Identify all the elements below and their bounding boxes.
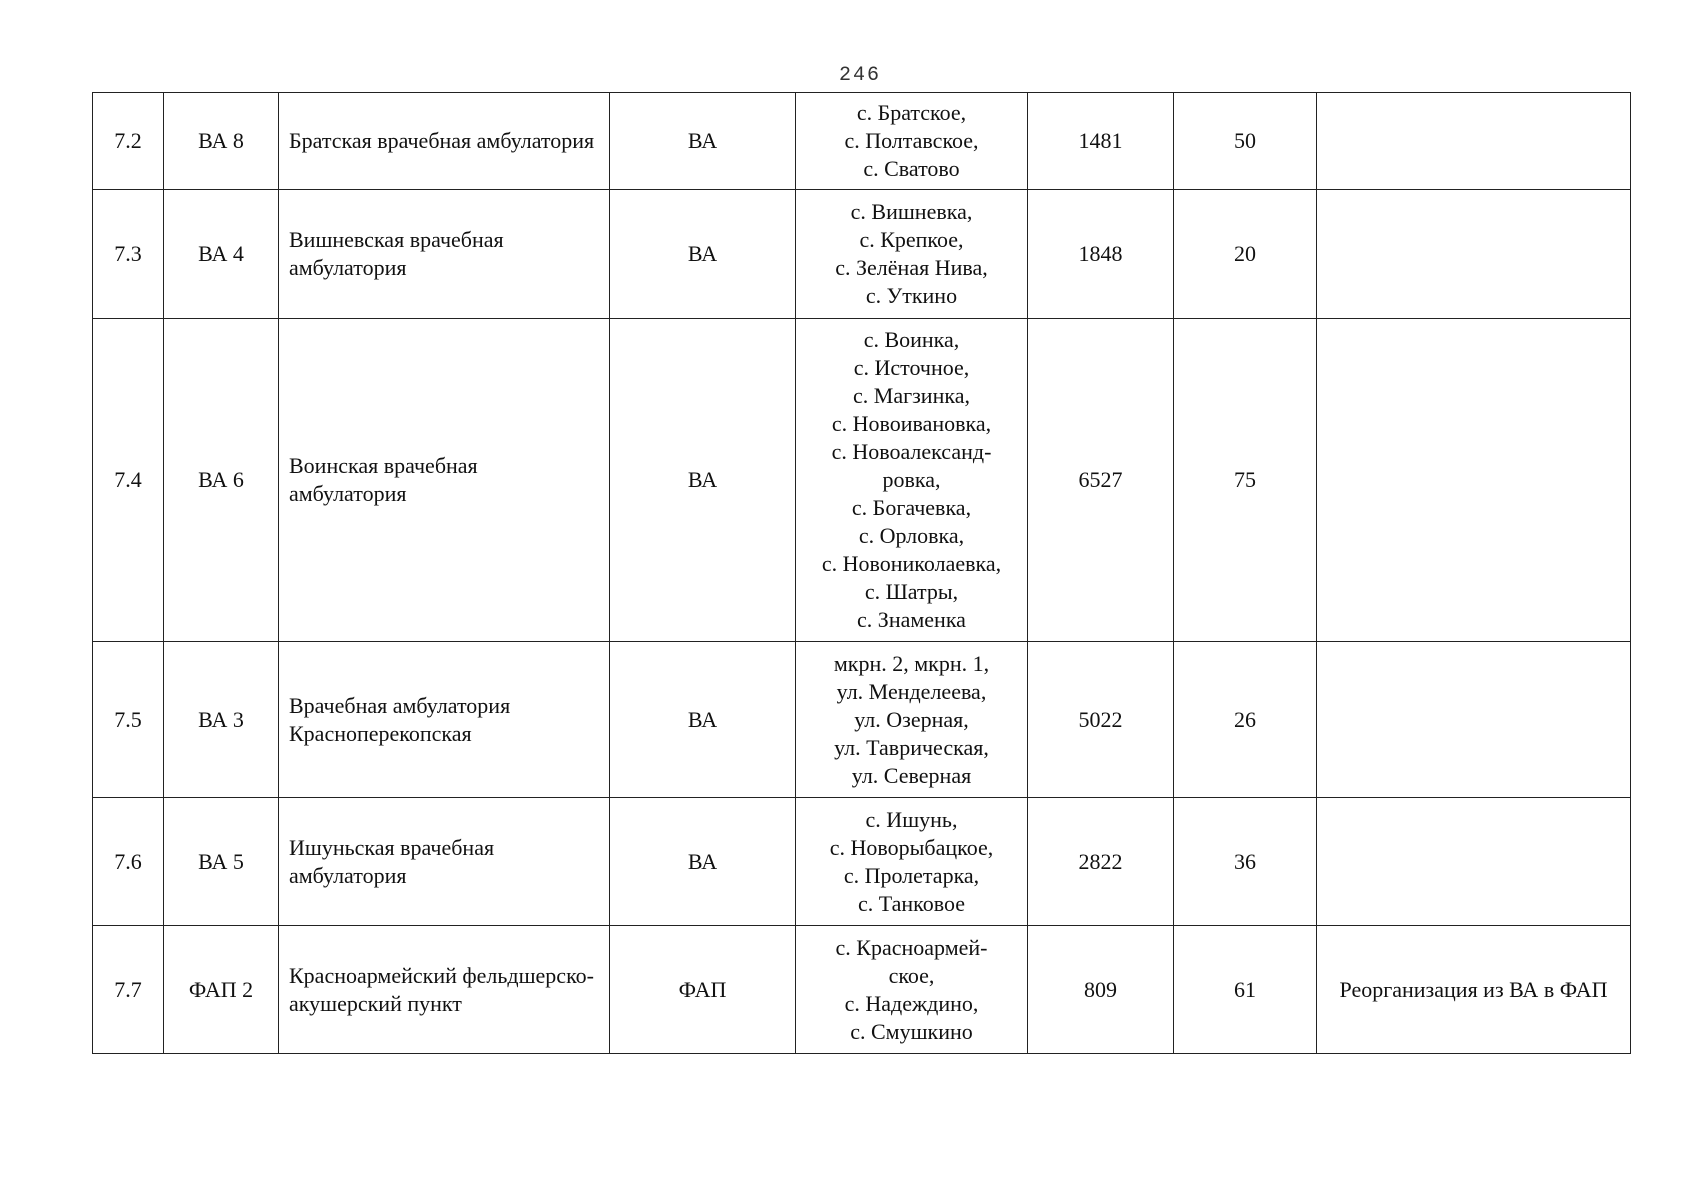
served-settlements: с. Братское, с. Полтавское, с. Сватово (796, 93, 1028, 190)
distance: 75 (1174, 319, 1317, 642)
facilities-table (92, 92, 1631, 1054)
note: Реорганизация из ВА в ФАП (1317, 926, 1631, 1054)
population: 1481 (1028, 93, 1174, 190)
row-number: 7.3 (93, 190, 164, 319)
facility-type: ВА (610, 190, 796, 319)
facility-code: ФАП 2 (164, 926, 279, 1054)
served-settlements: мкрн. 2, мкрн. 1, ул. Менделеева, ул. Озерная, ул. Таврическая, ул. Северная (796, 642, 1028, 798)
served-settlements: с. Ишунь, с. Новорыбацкое, с. Пролетарка, с. Танковое (796, 798, 1028, 926)
row-number: 7.6 (93, 798, 164, 926)
facility-code: ВА 4 (164, 190, 279, 319)
note (1317, 798, 1631, 926)
distance: 61 (1174, 926, 1317, 1054)
note (1317, 319, 1631, 642)
note (1317, 190, 1631, 319)
table-row (93, 93, 1631, 190)
facility-name: Врачебная амбулатория Красноперекопская (279, 642, 610, 798)
row-number: 7.2 (93, 93, 164, 190)
table-row (93, 798, 1631, 926)
table-row (93, 319, 1631, 642)
facility-type: ВА (610, 798, 796, 926)
row-number: 7.7 (93, 926, 164, 1054)
distance: 50 (1174, 93, 1317, 190)
table-row (93, 926, 1631, 1054)
row-number: 7.5 (93, 642, 164, 798)
served-settlements: с. Воинка, с. Источное, с. Магзинка, с. Новоивановка, с. Новоалександ- ровка, с. Богачевка, с. Орловка, с. Новониколаевка, с. Шатры, с. Знаменка (796, 319, 1028, 642)
facility-type: ВА (610, 93, 796, 190)
facility-type: ВА (610, 319, 796, 642)
facility-code: ВА 3 (164, 642, 279, 798)
facility-name: Красноармейский фельдшерско- акушерский пункт (279, 926, 610, 1054)
served-settlements: с. Красноармей- ское, с. Надеждино, с. Смушкино (796, 926, 1028, 1054)
served-settlements: с. Вишневка, с. Крепкое, с. Зелёная Нива, с. Уткино (796, 190, 1028, 319)
row-number: 7.4 (93, 319, 164, 642)
note (1317, 93, 1631, 190)
table-row (93, 642, 1631, 798)
distance: 36 (1174, 798, 1317, 926)
facility-code: ВА 6 (164, 319, 279, 642)
population: 6527 (1028, 319, 1174, 642)
facility-code: ВА 5 (164, 798, 279, 926)
distance: 26 (1174, 642, 1317, 798)
facility-name: Воинская врачебная амбулатория (279, 319, 610, 642)
facility-name: Ишуньская врачебная амбулатория (279, 798, 610, 926)
facility-code: ВА 8 (164, 93, 279, 190)
facility-name: Вишневская врачебная амбулатория (279, 190, 610, 319)
facility-type: ФАП (610, 926, 796, 1054)
population: 2822 (1028, 798, 1174, 926)
table-row (93, 190, 1631, 319)
facility-type: ВА (610, 642, 796, 798)
population: 809 (1028, 926, 1174, 1054)
distance: 20 (1174, 190, 1317, 319)
page-number: 246 (838, 64, 881, 87)
facility-name: Братская врачебная амбулатория (279, 93, 610, 190)
population: 1848 (1028, 190, 1174, 319)
population: 5022 (1028, 642, 1174, 798)
note (1317, 642, 1631, 798)
